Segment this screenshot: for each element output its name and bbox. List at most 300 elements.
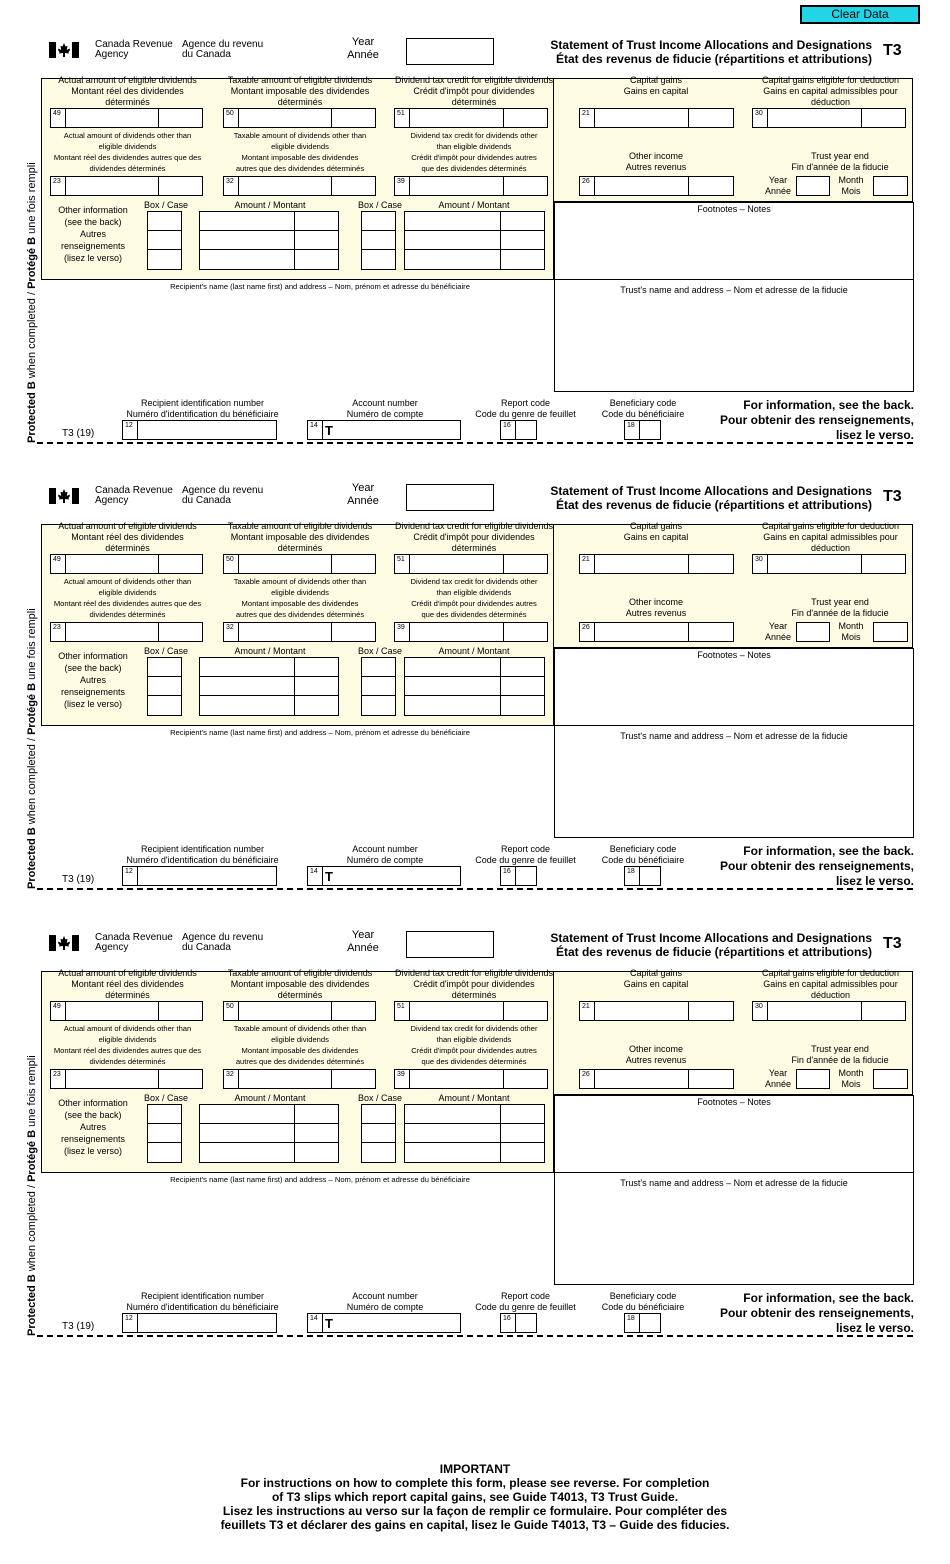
year-input[interactable] — [406, 484, 494, 511]
label-line: (lisez le verso) — [63, 253, 122, 263]
recipient-id-input[interactable] — [122, 1313, 277, 1333]
label-line: Month — [838, 621, 864, 631]
info-see-back — [654, 1291, 914, 1336]
account-number-input[interactable] — [307, 420, 461, 440]
account-prefix: T — [325, 869, 333, 884]
agency-en-line: Agency — [95, 942, 129, 953]
agency-fr-line: du Canada — [182, 942, 231, 953]
label-line: Account number — [352, 398, 418, 408]
label-line: Année — [764, 632, 792, 642]
box39-label — [388, 1023, 560, 1067]
agency-fr-line: Agence du revenu — [182, 932, 264, 943]
box-number: 49 — [53, 556, 61, 563]
year-input[interactable] — [406, 931, 494, 958]
form-version: T3 (19) — [62, 1321, 95, 1332]
label-line: Numéro de compte — [346, 1302, 424, 1312]
label-line: Crédit d'impôt pour dividendes — [413, 979, 535, 989]
box39-input[interactable] — [394, 176, 548, 196]
label-line: déterminés — [451, 97, 497, 107]
box23-label — [45, 1023, 210, 1067]
box39-input[interactable] — [394, 1069, 548, 1089]
label-line: Mois — [841, 1079, 861, 1089]
label-line: déterminés — [105, 990, 150, 1000]
label-line: (see the back) — [64, 1110, 122, 1120]
form-version: T3 (19) — [62, 428, 95, 439]
box-case-header: Box / Case — [143, 200, 189, 210]
label-line: renseignements — [60, 687, 126, 697]
protected-b-notice — [26, 608, 38, 889]
box32-label — [215, 130, 385, 174]
label-line: que des dividendes déterminés — [421, 1057, 527, 1066]
cut-line — [37, 442, 913, 444]
label-line: que des dividendes déterminés — [421, 164, 527, 173]
important-line: feuillets T3 et déclarer des gains en capital, lisez le Guide T4013, T3 – Guide des fiducies. — [220, 1518, 730, 1532]
box26-label — [570, 597, 742, 619]
account-number-label — [325, 398, 445, 420]
box-number: 26 — [582, 624, 590, 631]
label-line: Montant imposable des dividendes — [230, 86, 370, 96]
box26-input[interactable] — [579, 1069, 734, 1089]
box-number: 32 — [226, 624, 234, 631]
info-see-back — [654, 398, 914, 443]
box49-input[interactable] — [50, 1001, 203, 1021]
box-number: 12 — [125, 1315, 133, 1322]
other-box-codes-1[interactable] — [147, 211, 182, 270]
label-line: Montant imposable des dividendes — [241, 153, 359, 162]
box26-input[interactable] — [579, 176, 734, 196]
box49-label — [45, 521, 210, 554]
label-line: autres que des dividendes déterminés — [235, 610, 365, 619]
label-line: que des dividendes déterminés — [421, 610, 527, 619]
label-line: Dividend tax credit for dividends other — [410, 1024, 538, 1033]
label-line: Capital gains eligible for deduction — [761, 968, 900, 978]
label-line: Trust year end — [811, 597, 869, 607]
label-line: Numéro d'identification du bénéficiaire — [126, 409, 279, 419]
year-en: Year — [351, 36, 375, 48]
box-number: 26 — [582, 1071, 590, 1078]
label-line: (see the back) — [64, 217, 122, 227]
box-number: 12 — [125, 422, 133, 429]
info-line: lisez le verso. — [835, 1321, 914, 1335]
box21-input[interactable] — [579, 1001, 734, 1021]
label-line: Fin d'année de la fiducie — [791, 1055, 889, 1065]
box-number: 21 — [582, 1003, 590, 1010]
box-number: 23 — [53, 1071, 61, 1078]
box49-label — [45, 75, 210, 108]
box21-label — [570, 521, 742, 543]
box-case-header: Box / Case — [357, 646, 403, 656]
box-number: 30 — [755, 110, 763, 117]
label-line: Account number — [352, 1291, 418, 1301]
label-line: Actual amount of eligible dividends — [58, 521, 197, 531]
recipient-address-label: Recipient's name (last name first) and address – Nom, prénom et adresse du bénéficiaire — [170, 282, 470, 291]
box39-input[interactable] — [394, 622, 548, 642]
amount-header: Amount / Montant — [234, 200, 306, 210]
form-title-fr: État des revenus de fiducie (répartitions et attributions) — [555, 945, 872, 959]
protected-b-notice — [26, 162, 38, 443]
label-line: déduction — [810, 990, 851, 1000]
year-en: Year — [351, 929, 375, 941]
box51-input[interactable] — [394, 1001, 548, 1021]
year-input[interactable] — [406, 38, 494, 65]
info-line: For information, see the back. — [743, 398, 914, 412]
important-notice — [150, 1462, 800, 1532]
label-line: déterminés — [277, 543, 323, 553]
box50-label — [215, 968, 385, 1001]
label-line: Trust year end — [811, 1044, 869, 1054]
box51-input[interactable] — [394, 554, 548, 574]
t3-slip — [0, 931, 950, 1378]
label-line: déterminés — [105, 97, 150, 107]
recipient-id-label — [115, 398, 290, 420]
protected-b-fr-rest: une fois rempli — [26, 608, 38, 683]
box39-label — [388, 130, 560, 174]
trust-address-label: Trust's name and address – Nom et adresse de la fiducie — [620, 1178, 848, 1188]
other-amounts-1[interactable] — [199, 657, 339, 716]
year-label — [340, 482, 386, 508]
agency-name-en — [95, 40, 173, 60]
label-line: Code du bénéficiaire — [601, 409, 685, 419]
label-line: Numéro d'identification du bénéficiaire — [126, 855, 279, 865]
other-amounts-2[interactable] — [404, 657, 545, 716]
label-line: Montant réel des dividendes autres que des — [53, 599, 202, 608]
trust-year-end-label — [755, 1044, 925, 1066]
trust-address-box[interactable] — [554, 726, 914, 838]
footnotes-box[interactable] — [554, 202, 914, 280]
footnotes-label: Footnotes – Notes — [697, 1097, 771, 1107]
label-line: Montant imposable des dividendes — [230, 979, 370, 989]
box30-label — [748, 75, 913, 108]
box-number: 51 — [397, 110, 405, 117]
form-title-en: Statement of Trust Income Allocations and Designations — [550, 484, 872, 498]
box50-input[interactable] — [223, 1001, 376, 1021]
box-number: 39 — [397, 1071, 405, 1078]
label-line: Capital gains — [629, 968, 683, 978]
form-title — [500, 931, 872, 959]
other-amounts-2[interactable] — [404, 211, 545, 270]
box21-input[interactable] — [579, 108, 734, 128]
label-line: Actual amount of dividends other than — [63, 577, 192, 586]
box23-input[interactable] — [50, 176, 203, 196]
box-number: 49 — [53, 110, 61, 117]
amount-header: Amount / Montant — [234, 1093, 306, 1103]
box23-input[interactable] — [50, 622, 203, 642]
label-line: déterminés — [277, 990, 323, 1000]
trust-address-label: Trust's name and address – Nom et adresse de la fiducie — [620, 731, 848, 741]
trust-month-label — [832, 621, 870, 643]
box50-input[interactable] — [223, 554, 376, 574]
box-number: 50 — [226, 556, 234, 563]
box30-input[interactable] — [752, 1001, 906, 1021]
label-line: Montant réel des dividendes autres que des — [53, 1046, 202, 1055]
box21-label — [570, 968, 742, 990]
info-line: Pour obtenir des renseignements, — [719, 413, 914, 427]
box-case-header: Box / Case — [143, 1093, 189, 1103]
footnotes-box[interactable] — [554, 648, 914, 726]
label-line: Crédit d'impôt pour dividendes autres — [411, 599, 537, 608]
box-case-header: Box / Case — [143, 646, 189, 656]
trust-year-input[interactable] — [796, 1069, 830, 1089]
label-line: than eligible dividends — [436, 142, 512, 151]
form-title — [500, 484, 872, 512]
box-number: 16 — [503, 422, 511, 429]
other-box-codes-1[interactable] — [147, 1104, 182, 1163]
box30-label — [748, 521, 913, 554]
trust-month-input[interactable] — [873, 1069, 908, 1089]
recipient-address-label: Recipient's name (last name first) and address – Nom, prénom et adresse du bénéficiaire — [170, 728, 470, 737]
protected-b-fr-rest: une fois rempli — [26, 162, 38, 237]
box32-input[interactable] — [223, 1069, 376, 1089]
box50-label — [215, 75, 385, 108]
other-box-codes-2[interactable] — [361, 211, 396, 270]
account-number-input[interactable] — [307, 1313, 461, 1333]
protected-b-sep: when completed / — [26, 1181, 38, 1275]
box26-label — [570, 151, 742, 173]
label-line: Année — [764, 186, 792, 196]
label-line: Gains en capital — [623, 86, 689, 96]
label-line: Année — [764, 1079, 792, 1089]
protected-b-sep: when completed / — [26, 734, 38, 828]
info-line: For information, see the back. — [743, 1291, 914, 1305]
box-number: 39 — [397, 624, 405, 631]
label-line: Other information — [58, 205, 128, 215]
label-line: eligible dividends — [271, 1035, 329, 1044]
label-line: Report code — [500, 844, 551, 854]
label-line: Autres — [79, 675, 106, 685]
agency-fr-line: du Canada — [182, 495, 231, 506]
box30-input[interactable] — [752, 554, 906, 574]
label-line: Beneficiary code — [609, 398, 677, 408]
trust-year-input[interactable] — [796, 622, 830, 642]
box-number: 21 — [582, 556, 590, 563]
box-number: 51 — [397, 1003, 405, 1010]
agency-en-line: Canada Revenue — [95, 485, 173, 496]
box32-input[interactable] — [223, 176, 376, 196]
label-line: Montant réel des dividendes — [71, 532, 184, 542]
agency-fr-line: Agence du revenu — [182, 39, 264, 50]
label-line: Taxable amount of dividends other than — [233, 1024, 367, 1033]
label-line: Actual amount of eligible dividends — [58, 968, 197, 978]
agency-name-fr — [182, 486, 263, 506]
box30-input[interactable] — [752, 108, 906, 128]
label-line: Crédit d'impôt pour dividendes autres — [411, 153, 537, 162]
amount-header: Amount / Montant — [438, 200, 510, 210]
form-code: T3 — [883, 935, 902, 952]
label-line: Dividend tax credit for dividends other — [410, 577, 538, 586]
trust-month-input[interactable] — [873, 622, 908, 642]
label-line: Capital gains eligible for deduction — [761, 521, 900, 531]
label-line: Recipient identification number — [140, 1291, 265, 1301]
other-amounts-1[interactable] — [199, 211, 339, 270]
label-line: Code du bénéficiaire — [601, 855, 685, 865]
label-line: Taxable amount of eligible dividends — [227, 75, 373, 85]
other-box-codes-2[interactable] — [361, 1104, 396, 1163]
label-line: Montant imposable des dividendes — [241, 599, 359, 608]
agency-en-line: Agency — [95, 495, 129, 506]
form-title-en: Statement of Trust Income Allocations and Designations — [550, 931, 872, 945]
other-box-codes-2[interactable] — [361, 657, 396, 716]
label-line: Dividend tax credit for dividends other — [410, 131, 538, 140]
box23-input[interactable] — [50, 1069, 203, 1089]
trust-address-box[interactable] — [554, 1173, 914, 1285]
label-line: Gains en capital admissibles pour — [763, 532, 898, 542]
trust-month-input[interactable] — [873, 176, 908, 196]
box26-label — [570, 1044, 742, 1066]
report-code-input[interactable] — [500, 420, 537, 440]
label-line: than eligible dividends — [436, 588, 512, 597]
other-amounts-2[interactable] — [404, 1104, 545, 1163]
report-code-input[interactable] — [500, 1313, 537, 1333]
box49-input[interactable] — [50, 554, 203, 574]
box-number: 14 — [310, 868, 318, 875]
agency-en-line: Canada Revenue — [95, 39, 173, 50]
box-number: 23 — [53, 624, 61, 631]
trust-year-label — [760, 621, 796, 643]
trust-address-label: Trust's name and address – Nom et adresse de la fiducie — [620, 285, 848, 295]
trust-address-box[interactable] — [554, 280, 914, 392]
form-title — [500, 38, 872, 66]
info-line: For information, see the back. — [743, 844, 914, 858]
label-line: Montant réel des dividendes — [71, 86, 184, 96]
account-number-input[interactable] — [307, 866, 461, 886]
trust-year-end-label — [755, 597, 925, 619]
label-line: renseignements — [60, 241, 126, 251]
label-line: Code du genre de feuillet — [475, 855, 576, 865]
t3-slip — [0, 38, 950, 485]
label-line: Beneficiary code — [609, 1291, 677, 1301]
agency-fr-line: du Canada — [182, 49, 231, 60]
label-line: dividendes déterminés — [89, 610, 166, 619]
label-line: Year — [768, 621, 788, 631]
label-line: Other income — [628, 151, 684, 161]
box-number: 18 — [627, 422, 635, 429]
other-info-label — [50, 204, 136, 264]
other-amounts-1[interactable] — [199, 1104, 339, 1163]
year-label — [340, 929, 386, 955]
info-line: lisez le verso. — [835, 874, 914, 888]
label-line: Other income — [628, 1044, 684, 1054]
label-line: autres que des dividendes déterminés — [235, 1057, 365, 1066]
t3-slip — [0, 484, 950, 931]
label-line: Other information — [58, 651, 128, 661]
recipient-id-input[interactable] — [122, 866, 277, 886]
recipient-id-input[interactable] — [122, 420, 277, 440]
trust-month-label — [832, 1068, 870, 1090]
label-line: déterminés — [277, 97, 323, 107]
box32-input[interactable] — [223, 622, 376, 642]
form-version: T3 (19) — [62, 874, 95, 885]
info-line: lisez le verso. — [835, 428, 914, 442]
label-line: Mois — [841, 186, 861, 196]
box-number: 26 — [582, 178, 590, 185]
box-number: 23 — [53, 178, 61, 185]
box-number: 14 — [310, 422, 318, 429]
label-line: Crédit d'impôt pour dividendes — [413, 86, 535, 96]
label-line: Autres — [79, 1122, 106, 1132]
agency-fr-line: Agence du revenu — [182, 485, 264, 496]
info-line: Pour obtenir des renseignements, — [719, 1306, 914, 1320]
label-line: Montant réel des dividendes — [71, 979, 184, 989]
report-code-input[interactable] — [500, 866, 537, 886]
agency-en-line: Agency — [95, 49, 129, 60]
label-line: Taxable amount of dividends other than — [233, 131, 367, 140]
trust-year-label — [760, 175, 796, 197]
label-line: Montant imposable des dividendes — [241, 1046, 359, 1055]
box49-label — [45, 968, 210, 1001]
box-number: 51 — [397, 556, 405, 563]
box26-input[interactable] — [579, 622, 734, 642]
recipient-id-label — [115, 844, 290, 866]
label-line: Numéro d'identification du bénéficiaire — [126, 1302, 279, 1312]
box51-label — [388, 75, 560, 108]
label-line: Gains en capital admissibles pour — [763, 979, 898, 989]
label-line: eligible dividends — [271, 588, 329, 597]
label-line: eligible dividends — [98, 588, 157, 597]
label-line: Code du genre de feuillet — [475, 1302, 576, 1312]
label-line: Code du bénéficiaire — [601, 1302, 685, 1312]
label-line: Other income — [628, 597, 684, 607]
important-title: IMPORTANT — [439, 1462, 511, 1476]
clear-data-button[interactable]: Clear Data — [800, 5, 920, 24]
box21-input[interactable] — [579, 554, 734, 574]
box-number: 21 — [582, 110, 590, 117]
label-line: dividendes déterminés — [89, 164, 166, 173]
year-en: Year — [351, 482, 375, 494]
other-info-label — [50, 650, 136, 710]
label-line: Beneficiary code — [609, 844, 677, 854]
protected-b-en: Protected B — [26, 827, 38, 889]
label-line: Year — [768, 175, 788, 185]
label-line: than eligible dividends — [436, 1035, 512, 1044]
box51-input[interactable] — [394, 108, 548, 128]
amount-header: Amount / Montant — [438, 646, 510, 656]
protected-b-fr: Protégé B — [26, 682, 38, 735]
footnotes-box[interactable] — [554, 1095, 914, 1173]
box51-label — [388, 968, 560, 1001]
label-line: Capital gains eligible for deduction — [761, 75, 900, 85]
label-line: déterminés — [451, 543, 497, 553]
box-number: 16 — [503, 868, 511, 875]
label-line: Numéro de compte — [346, 409, 424, 419]
label-line: Other information — [58, 1098, 128, 1108]
form-title-fr: État des revenus de fiducie (répartitions et attributions) — [555, 498, 872, 512]
box32-label — [215, 1023, 385, 1067]
trust-year-input[interactable] — [796, 176, 830, 196]
report-code-label — [468, 398, 583, 420]
label-line: Dividend tax credit for eligible dividends — [394, 968, 554, 978]
protected-b-sep: when completed / — [26, 288, 38, 382]
box-number: 12 — [125, 868, 133, 875]
year-fr: Année — [347, 495, 379, 507]
footnotes-label: Footnotes – Notes — [697, 650, 771, 660]
protected-b-fr: Protégé B — [26, 236, 38, 289]
form-title-en: Statement of Trust Income Allocations and Designations — [550, 38, 872, 52]
label-line: Mois — [841, 632, 861, 642]
important-line: Lisez les instructions au verso sur la façon de remplir ce formulaire. Pour compléter des — [222, 1504, 728, 1518]
label-line: renseignements — [60, 1134, 126, 1144]
label-line: Year — [768, 1068, 788, 1078]
box50-input[interactable] — [223, 108, 376, 128]
box-number: 32 — [226, 1071, 234, 1078]
label-line: Month — [838, 175, 864, 185]
other-box-codes-1[interactable] — [147, 657, 182, 716]
agency-en-line: Canada Revenue — [95, 932, 173, 943]
box49-input[interactable] — [50, 108, 203, 128]
trust-year-label — [760, 1068, 796, 1090]
box-number: 18 — [627, 1315, 635, 1322]
label-line: Montant imposable des dividendes — [230, 532, 370, 542]
label-line: Taxable amount of eligible dividends — [227, 521, 373, 531]
